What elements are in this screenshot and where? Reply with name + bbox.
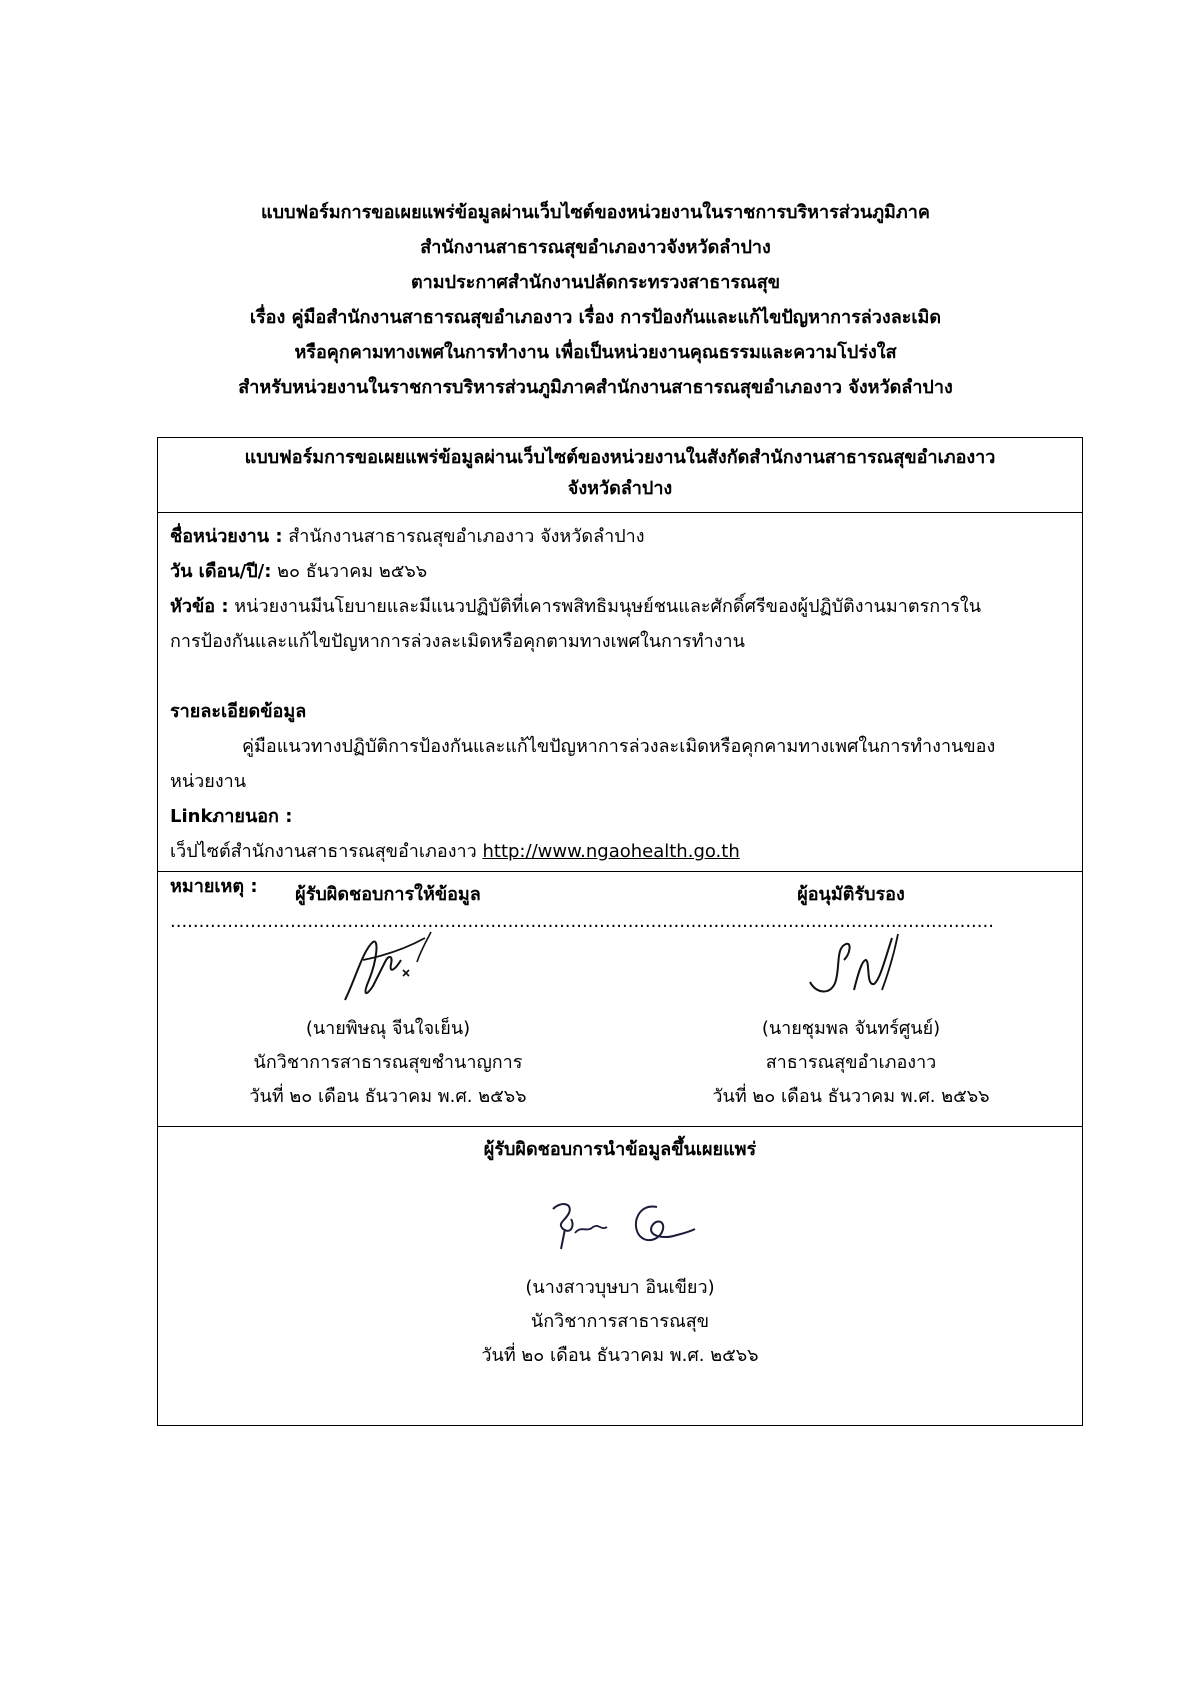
left-signature bbox=[158, 912, 618, 1012]
form-frame bbox=[157, 437, 1083, 1426]
right-signature-title: ผู้อนุมัติรับรอง bbox=[797, 884, 905, 905]
header-line-5: หรือคุกคามทางเพศในการทำงาน เพื่อเป็นหน่วยงานคุณธรรมและความโปร่งใส bbox=[294, 342, 897, 363]
right-signer-name: (นายชุมพล จันทร์ศูนย์) bbox=[761, 1018, 941, 1039]
date-label: วัน เดือน/ปี/: bbox=[170, 561, 272, 582]
note-dots: ................................................................................................................................................ bbox=[170, 911, 994, 932]
right-signer-position: สาธารณสุขอำเภองาว bbox=[765, 1052, 937, 1073]
date-value: ๒๐ ธันวาคม ๒๕๖๖ bbox=[277, 561, 428, 582]
left-signature-title: ผู้รับผิดชอบการให้ข้อมูล bbox=[295, 884, 481, 905]
agency-row bbox=[170, 519, 1072, 554]
left-signature-block bbox=[158, 878, 618, 1114]
publisher-signature-image bbox=[535, 1189, 705, 1259]
publisher-signature bbox=[158, 1167, 1082, 1271]
publisher-title: ผู้รับผิดชอบการนำข้อมูลขึ้นเผยแพร่ bbox=[483, 1139, 757, 1160]
left-signer-name: (นายพิษณุ จีนใจเย็น) bbox=[305, 1018, 471, 1039]
publisher-signature-block bbox=[158, 1133, 1082, 1373]
left-signature-image bbox=[333, 920, 443, 1015]
right-signature bbox=[621, 912, 1081, 1012]
form-title-line-2: จังหวัดลำปาง bbox=[567, 478, 673, 499]
link-row bbox=[170, 834, 1072, 869]
header-line-1: แบบฟอร์มการขอเผยแพร่ข้อมูลผ่านเว็บไซต์ของหน่วยงานในราชการบริหารส่วนภูมิภาค bbox=[261, 202, 930, 223]
header-line-6: สำหรับหน่วยงานในราชการบริหารส่วนภูมิภาคสำนักงานสาธารณสุขอำเภองาว จังหวัดลำปาง bbox=[238, 377, 953, 398]
publisher-date: วันที่ ๒๐ เดือน ธันวาคม พ.ศ. ๒๕๖๖ bbox=[481, 1345, 759, 1366]
topic-line-1: หน่วยงานมีนโยบายและมีแนวปฏิบัติที่เคารพสิทธิมนุษย์ชนและศักดิ์ศรีของผู้ปฏิบัติงานมาตรการใน bbox=[234, 596, 982, 617]
detail-line-2: หน่วยงาน bbox=[170, 771, 247, 792]
date-row bbox=[170, 554, 1072, 589]
agency-label: ชื่อหน่วยงาน : bbox=[170, 526, 283, 547]
form-title bbox=[158, 438, 1082, 513]
right-signature-image bbox=[796, 920, 906, 1015]
form-title-line-1: แบบฟอร์มการขอเผยแพร่ข้อมูลผ่านเว็บไซต์ของหน่วยงานในสังกัดสำนักงานสาธารณสุขอำเภองาว bbox=[244, 447, 996, 468]
approval-section bbox=[158, 872, 1082, 1127]
publisher-section bbox=[158, 1127, 1082, 1425]
detail-label: รายละเอียดข้อมูล bbox=[170, 701, 307, 722]
topic-label: หัวข้อ : bbox=[170, 596, 229, 617]
agency-value: สำนักงานสาธารณสุขอำเภองาว จังหวัดลำปาง bbox=[288, 526, 645, 547]
left-signer-position: นักวิชาการสาธารณสุขชำนาญการ bbox=[253, 1052, 523, 1073]
publisher-position: นักวิชาการสาธารณสุข bbox=[530, 1311, 710, 1332]
website-link[interactable]: http://www.ngaohealth.go.th bbox=[482, 841, 740, 862]
note-label: หมายเหตุ : bbox=[170, 876, 258, 897]
topic-line-2: การป้องกันและแก้ไขปัญหาการล่วงละเมิดหรือคุกตามทางเพศในการทำงาน bbox=[170, 631, 745, 652]
header-line-3: ตามประกาศสำนักงานปลัดกระทรวงสาธารณสุข bbox=[410, 272, 780, 293]
link-prefix: เว็ปไซต์สำนักงานสาธารณสุขอำเภองาว bbox=[170, 841, 477, 862]
right-signature-block bbox=[621, 878, 1081, 1114]
detail-line-1: คู่มือแนวทางปฏิบัติการป้องกันและแก้ไขปัญหาการล่วงละเมิดหรือคุกคามทางเพศในการทำงานของ bbox=[242, 736, 996, 757]
left-signature-date: วันที่ ๒๐ เดือน ธันวาคม พ.ศ. ๒๕๖๖ bbox=[249, 1086, 527, 1107]
topic-row bbox=[170, 589, 1072, 624]
right-signature-date: วันที่ ๒๐ เดือน ธันวาคม พ.ศ. ๒๕๖๖ bbox=[712, 1086, 990, 1107]
publisher-name: (นางสาวบุษบา อินเขียว) bbox=[525, 1277, 715, 1298]
header-line-2: สำนักงานสาธารณสุขอำเภองาวจังหวัดลำปาง bbox=[420, 237, 771, 258]
document-header bbox=[0, 195, 1191, 405]
header-line-4: เรื่อง คู่มือสำนักงานสาธารณสุขอำเภองาว เรื่อง การป้องกันและแก้ไขปัญหาการล่วงละเมิด bbox=[249, 307, 942, 328]
link-label: Linkภายนอก : bbox=[170, 806, 293, 827]
